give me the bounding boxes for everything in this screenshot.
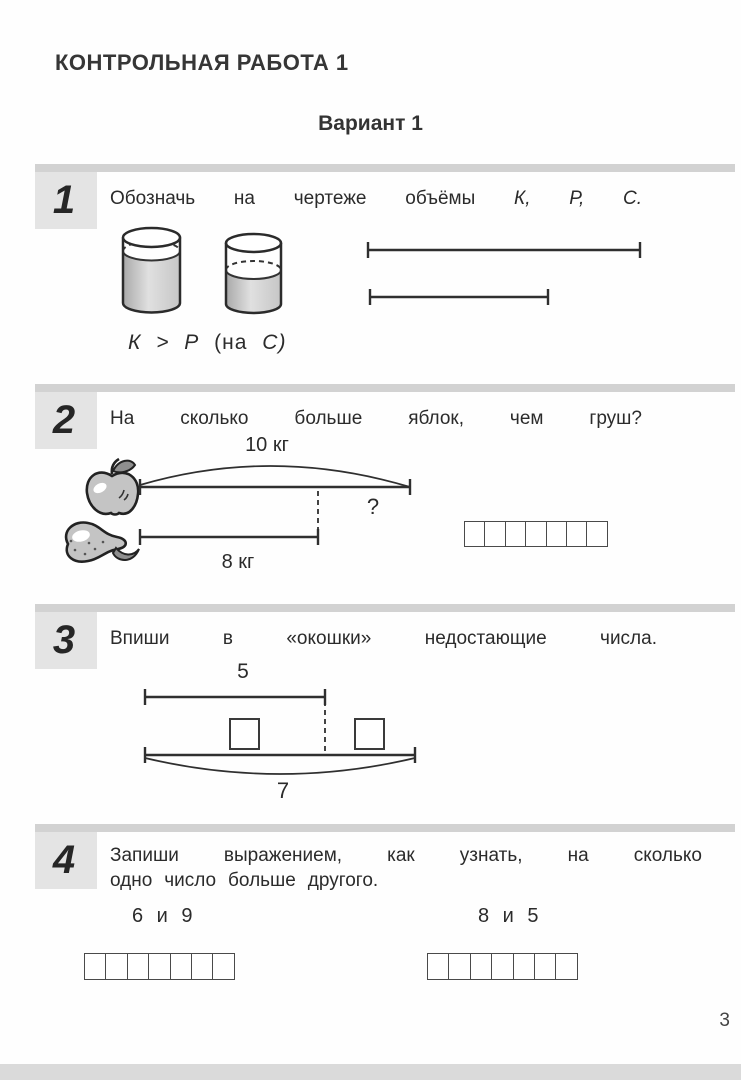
number-pair-right: 8 и 5 — [478, 905, 539, 927]
segment-long — [368, 242, 640, 258]
section-divider — [35, 604, 735, 612]
answer-cell[interactable] — [148, 953, 171, 980]
apples-brace-curve — [140, 466, 410, 487]
apple-icon — [87, 459, 138, 515]
comparison-note-var: С) — [262, 331, 287, 354]
answer-cell[interactable] — [127, 953, 150, 980]
section-divider — [35, 824, 735, 832]
task-4-answer-boxes-right — [427, 953, 578, 980]
number-window-1[interactable] — [229, 718, 260, 750]
number-pair-left: 6 и 9 — [132, 905, 193, 927]
task-1-variables: К, Р, С. — [514, 188, 642, 209]
comparison-main: К > Р — [128, 331, 200, 354]
pears-segment — [140, 529, 318, 545]
variant-heading: Вариант 1 — [318, 112, 423, 135]
answer-cell[interactable] — [484, 521, 506, 547]
glasses-illustration — [108, 220, 308, 322]
task-4-answer-boxes-left — [84, 953, 235, 980]
page-number: 3 — [719, 1010, 730, 1031]
answer-cell[interactable] — [505, 521, 527, 547]
whole-brace-curve — [145, 758, 415, 774]
task-2-number-badge — [35, 392, 97, 449]
section-divider — [35, 164, 735, 172]
answer-cell[interactable] — [464, 521, 486, 547]
answer-cell[interactable] — [491, 953, 514, 980]
glass-full-icon — [123, 228, 180, 312]
part-value-label: 5 — [237, 660, 249, 683]
volume-comparison — [128, 331, 286, 355]
task-4-number-badge — [35, 832, 97, 889]
difference-question-label: ? — [366, 494, 380, 519]
task-2-instruction: На сколько больше яблок, чем груш? — [110, 408, 642, 429]
answer-cell[interactable] — [566, 521, 588, 547]
answer-cell[interactable] — [427, 953, 450, 980]
segment-short — [370, 289, 548, 305]
answer-cell[interactable] — [191, 953, 214, 980]
task-1-instruction — [110, 186, 642, 213]
task-1-number: 1 — [52, 178, 76, 222]
part-segment — [145, 689, 325, 705]
number-window-2[interactable] — [354, 718, 385, 750]
answer-cell[interactable] — [105, 953, 128, 980]
task-1-number-badge — [35, 172, 97, 229]
task-3-instruction: Впиши в «окошки» недостающие числа. — [110, 628, 657, 649]
whole-value-label: 7 — [276, 778, 290, 803]
blank-segments-diagram — [358, 233, 650, 313]
answer-cell[interactable] — [470, 953, 493, 980]
task-1-instruction-text: Обозначь на чертеже объёмы — [110, 188, 476, 209]
answer-cell[interactable] — [525, 521, 547, 547]
page-title: КОНТРОЛЬНАЯ РАБОТА 1 — [55, 50, 349, 75]
task-4-instruction-line1: Запиши выражением, как узнать, на сколько — [110, 845, 702, 866]
section-divider — [35, 384, 735, 392]
task-3-number-badge — [35, 612, 97, 669]
answer-cell[interactable] — [546, 521, 568, 547]
comparison-note-open: (на — [214, 331, 248, 354]
apples-weight-label: 10 кг — [245, 434, 289, 456]
apples-segment — [140, 479, 410, 495]
task-2-answer-boxes — [464, 521, 608, 547]
page-bottom-edge — [0, 1064, 741, 1080]
glass-half-icon — [226, 234, 281, 313]
answer-cell[interactable] — [84, 953, 107, 980]
answer-cell[interactable] — [448, 953, 471, 980]
task-2-number: 2 — [52, 398, 76, 442]
task-4-instruction-line2: одно число больше другого. — [110, 870, 379, 891]
answer-cell[interactable] — [212, 953, 235, 980]
answer-cell[interactable] — [170, 953, 193, 980]
pears-weight-label: 8 кг — [221, 551, 255, 573]
pear-icon — [66, 523, 139, 562]
answer-cell[interactable] — [586, 521, 608, 547]
answer-cell[interactable] — [534, 953, 557, 980]
task-4-number: 4 — [52, 838, 76, 882]
task-3-number: 3 — [52, 618, 76, 662]
answer-cell[interactable] — [513, 953, 536, 980]
answer-cell[interactable] — [555, 953, 578, 980]
